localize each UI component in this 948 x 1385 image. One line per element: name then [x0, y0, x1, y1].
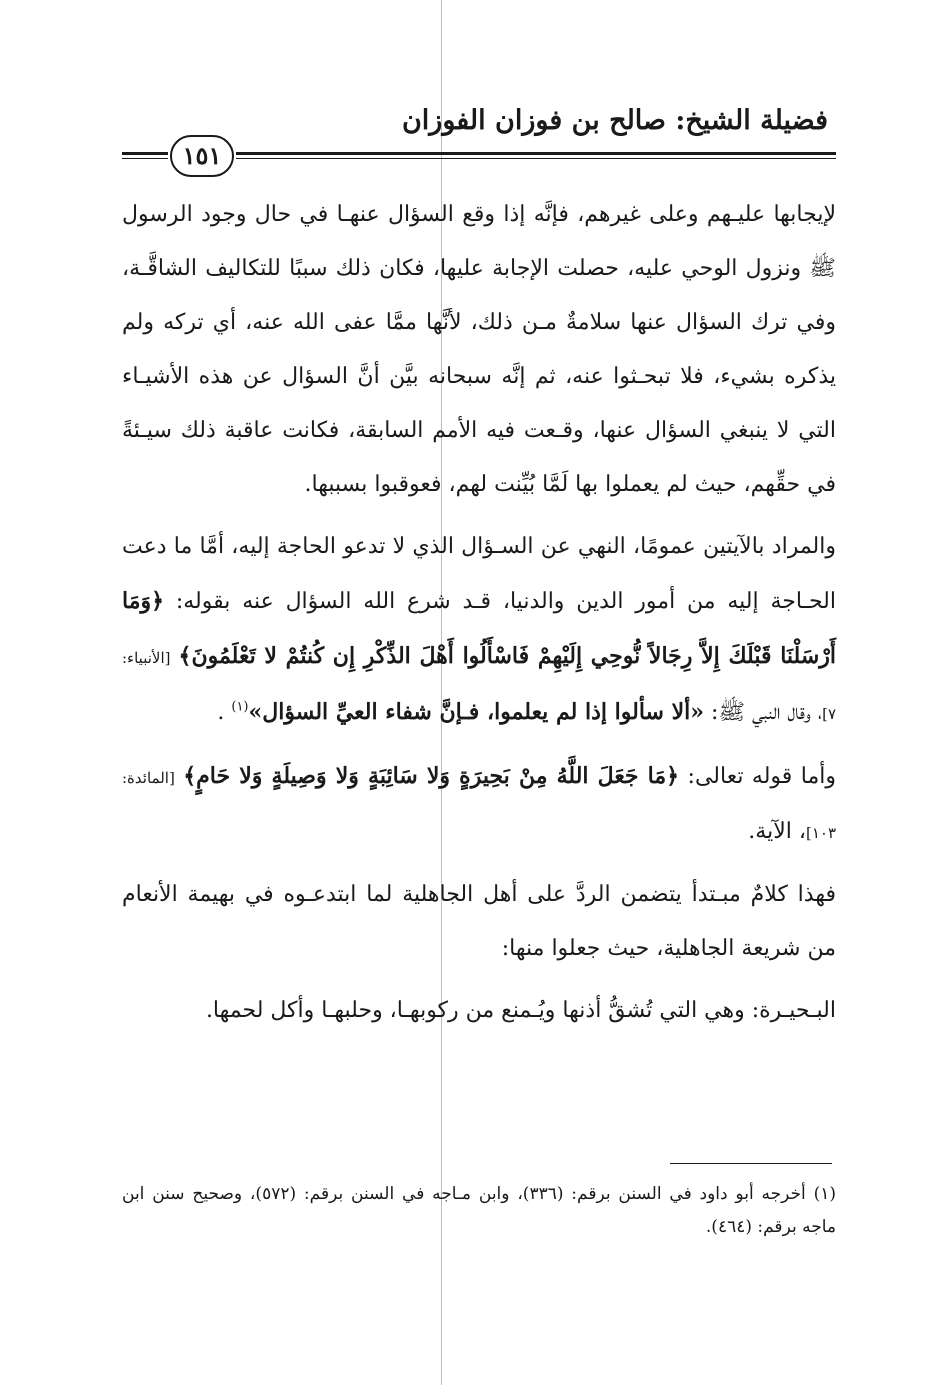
page-number: ١٥١ [170, 135, 234, 177]
hadith-quote: «ألا سألوا إذا لم يعلموا، فـإنَّ شفاء العيِّ السؤال» [248, 699, 705, 725]
paragraph-5-text: البـحيـرة: وهي التي تُشقُّ أذنها ويُـمنع من ركوبهـا، وحلبهـا وأكل لحمها. [205, 998, 836, 1023]
paragraph-2 [122, 520, 836, 741]
paragraph-5 [122, 984, 836, 1038]
quran-verse-anbiya: ﴿وَمَا أَرْسَلْنَا قَبْلَكَ إِلاَّ رِجَالاً نُّوحِي إِلَيْهِمْ فَاسْأَلُوا أَهْلَ الذِّكْرِ إِن كُنتُمْ لا تَعْلَمُونَ﴾ [122, 588, 836, 669]
paragraph-1-text: لإيجابها عليـهم وعلى غيرهم، فإنَّه إذا وقع السؤال عنهـا في حال وجود الرسول ﷺ ونزول الوحي عليه، حصلت الإجابة عليها، فكان ذلك سببًا للتكاليف الشاقَّـة، وفي ترك السؤال عنها سلامةٌ مـن ذلك، لأنَّها ممَّا عفى الله عنه، أي تركه ولم يذكره بشيء، فلا تبحـثوا عنه، ثم إنَّه سبحانه بيَّن أنَّ السؤال عن هذه الأشيـاء التي لا ينبغي السؤال عنها، وقـعت فيه الأمم السابقة، فكانت عاقبة ذلك سيـئةً في حقِّهم، حيث لم يعملوا بها لَمَّا بُيِّنت لهم، فعوقبوا بسببها. [122, 202, 836, 497]
paragraph-3-end: ، الآية. [748, 819, 806, 844]
paragraph-2-mid: ، وقال النبي ﷺ: [711, 700, 823, 725]
header-rule-left [122, 152, 168, 155]
header-rule-right [236, 152, 836, 155]
verse-reference-anbiya: [الأنبياء: ٧] [122, 649, 836, 723]
paragraph-3-intro: وأما قوله تعالى: [687, 764, 836, 789]
header-rule-right-thin [236, 158, 836, 159]
paragraph-2-end: . [217, 700, 225, 725]
paragraph-4-text: فهذا كلامٌ مبـتدأ يتضمن الردَّ على أهل الجاهلية لما ابتدعـوه في بهيمة الأنعام من شريعة الجاهلية، حيث جعلوا منها: [122, 882, 836, 961]
header-rule-left-thin [122, 158, 168, 159]
paragraph-4 [122, 868, 836, 976]
running-header-title: فضيلة الشيخ: صالح بن فوزان الفوزان [401, 105, 828, 136]
paragraph-3 [122, 749, 836, 860]
paragraph-2-intro: والمراد بالآيتين عمومًا، النهي عن السـؤال الذي لا تدعو الحاجة إليه، أمَّا ما دعت الحـاجة إليه من أمور الدين والدنيا، قـد شرع الله السؤال عنه بقوله: [122, 534, 836, 614]
footnote-1: (١) أخرجه أبو داود في السنن برقم: (٣٣٦)، وابن مـاجه في السنن برقم: (٥٧٢)، وصحيح سنن ابن ماجه برقم: (٤٦٤). [122, 1184, 836, 1237]
verse-reference-maidah: [المائدة: ١٠٣] [122, 769, 836, 842]
quran-verse-maidah: ﴿مَا جَعَلَ اللَّهُ مِنْ بَحِيرَةٍ وَلا سَائِبَةٍ وَلا وَصِيلَةٍ وَلا حَامٍ﴾ [183, 763, 680, 789]
main-text [122, 188, 836, 1046]
footnote-separator [670, 1163, 832, 1164]
paragraph-1 [122, 188, 836, 512]
footnote-marker[interactable]: (١) [231, 699, 249, 715]
